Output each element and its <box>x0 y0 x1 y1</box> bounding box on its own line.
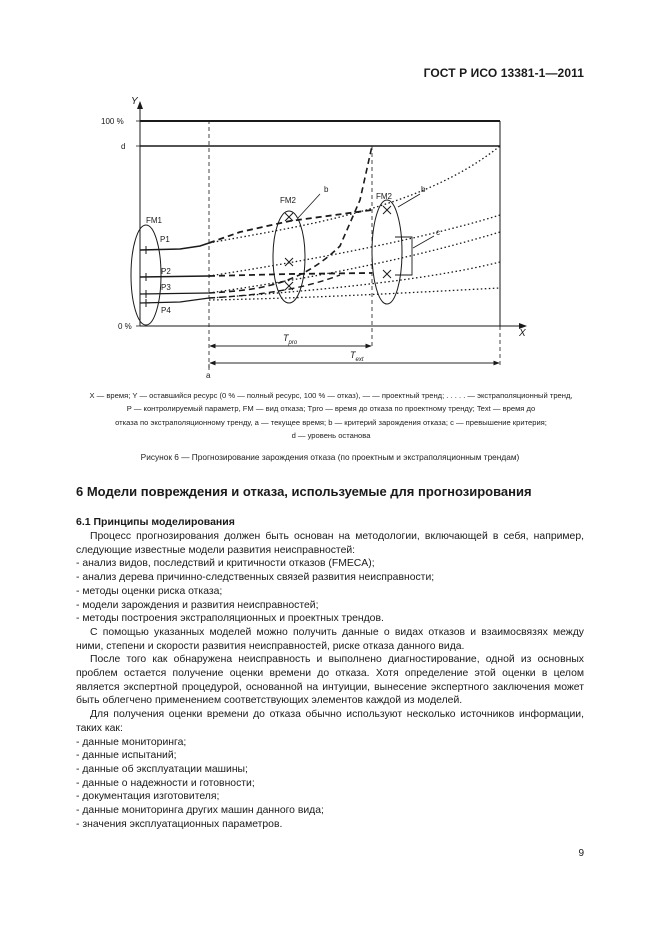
prognosis-figure <box>0 0 661 390</box>
section-title: 6 Модели повреждения и отказа, используемые для прогнозирования <box>76 484 532 499</box>
fm2-label-b: FM2 <box>376 192 392 201</box>
legend-line-2: P — контролируемый параметр, FM — вид отказа; Tpro — время до отказа по проектному тренду; Text — время до <box>126 404 536 414</box>
list-item: - данные испытаний; <box>76 750 177 762</box>
p1-label: P1 <box>160 235 170 244</box>
fm1-label: FM1 <box>146 216 162 225</box>
p2-label: P2 <box>161 267 171 276</box>
list-item: - данные об эксплуатации машины; <box>76 763 248 775</box>
list-sources <box>76 736 584 832</box>
b-leader-a <box>298 194 320 218</box>
fm2-ellipse-b <box>372 200 402 304</box>
list-item: - модели зарождения и развития неисправностей; <box>76 599 319 611</box>
b-label-b: b <box>421 185 426 194</box>
p4-label: P4 <box>161 306 171 315</box>
list-item: - документация изготовителя; <box>76 791 220 803</box>
document-header: ГОСТ Р ИСО 13381-1—2011 <box>423 66 584 80</box>
fm2-label-a: FM2 <box>280 196 296 205</box>
y-d-label: d <box>121 142 126 151</box>
paragraph: Процесс прогнозирования должен быть основан на методологии, включающей в себя, например, следующие известные модели развития неисправностей: <box>76 531 584 556</box>
subsection-title: 6.1 Принципы моделирования <box>76 516 235 528</box>
legend-line-1: X — время; Y — оставшийся ресурс (0 % — полный ресурс, 100 % — отказ), — — проектный тренд; . . . . . — экстраполяционный тренд, <box>89 391 573 400</box>
axis-y-label: Y <box>131 96 138 107</box>
list-item: - данные мониторинга; <box>76 736 187 748</box>
figure-caption: Рисунок 6 — Прогнозирование зарождения отказа (по проектным и экстраполяционным трендам) <box>140 452 520 462</box>
trend-p2-projected <box>209 273 372 276</box>
paragraph: Для получения оценки времени до отказа обычно используют несколько источников информации, таких как: <box>76 709 584 734</box>
list-item: - методы оценки риска отказа; <box>76 585 223 597</box>
trend-p3-projected <box>209 146 372 293</box>
p3-label: P3 <box>161 283 171 292</box>
body-text <box>76 530 584 831</box>
y-100-label: 100 % <box>101 117 124 126</box>
page-number: 9 <box>578 848 584 859</box>
trend-p4-measured <box>140 298 209 303</box>
paragraph: После того как обнаружена неисправность и выполнено диагностирование, одной из основных проблем остается получение оценки времени до отказа. Хотя определение этой оценки в целом является экспертной процедурой, основанной на интуиции, вынесение экспертного заключения может быть облегчено применением соответствующих элементов каждой из моделей. <box>76 654 584 707</box>
trend-p2-extrapolated <box>209 215 500 276</box>
t-pro-label: $T_{pro}$ <box>283 333 298 346</box>
list-item: - данные о надежности и готовности; <box>76 777 255 789</box>
trend-p1-extrapolated <box>209 146 500 243</box>
a-label: a <box>206 371 211 380</box>
list-item: - анализ дерева причинно-следственных связей развития неисправности; <box>76 572 435 584</box>
list-item: - методы построения экстраполяционных и проектных трендов. <box>76 613 384 625</box>
y-0-label: 0 % <box>118 322 132 331</box>
c-label: c <box>436 228 440 237</box>
trend-p3-measured <box>140 293 209 294</box>
c-leader <box>413 236 434 248</box>
trend-p1-measured <box>140 243 209 250</box>
trend-p3-extrapolated <box>209 232 500 293</box>
legend-line-4: d — уровень останова <box>291 431 371 441</box>
c-bracket <box>395 237 412 275</box>
axis-x-label: X <box>519 328 526 339</box>
t-ext-label: $T_{ext}$ <box>350 350 364 363</box>
trend-p2-measured <box>140 276 209 277</box>
list-models <box>76 557 584 626</box>
list-item: - анализ видов, последствий и критичности отказов (FMECA); <box>76 558 375 570</box>
b-leader-b <box>398 194 420 207</box>
b-label-a: b <box>324 185 329 194</box>
paragraph: С помощью указанных моделей можно получить данные о видах отказов и взаимосвязях между ними, степени и скорости развития неисправностей, риске отказа данного вида. <box>76 626 584 652</box>
figure-legend <box>76 389 586 443</box>
list-item: - данные мониторинга других машин данного вида; <box>76 805 324 817</box>
list-item: - значения эксплуатационных параметров. <box>76 818 283 830</box>
legend-line-3: отказа по экстраполяционному тренду, a — текущее время; b — критерий зарождения отказа; c — превышение критерия; <box>115 417 547 427</box>
trend-p4-extrapolated <box>209 262 500 298</box>
